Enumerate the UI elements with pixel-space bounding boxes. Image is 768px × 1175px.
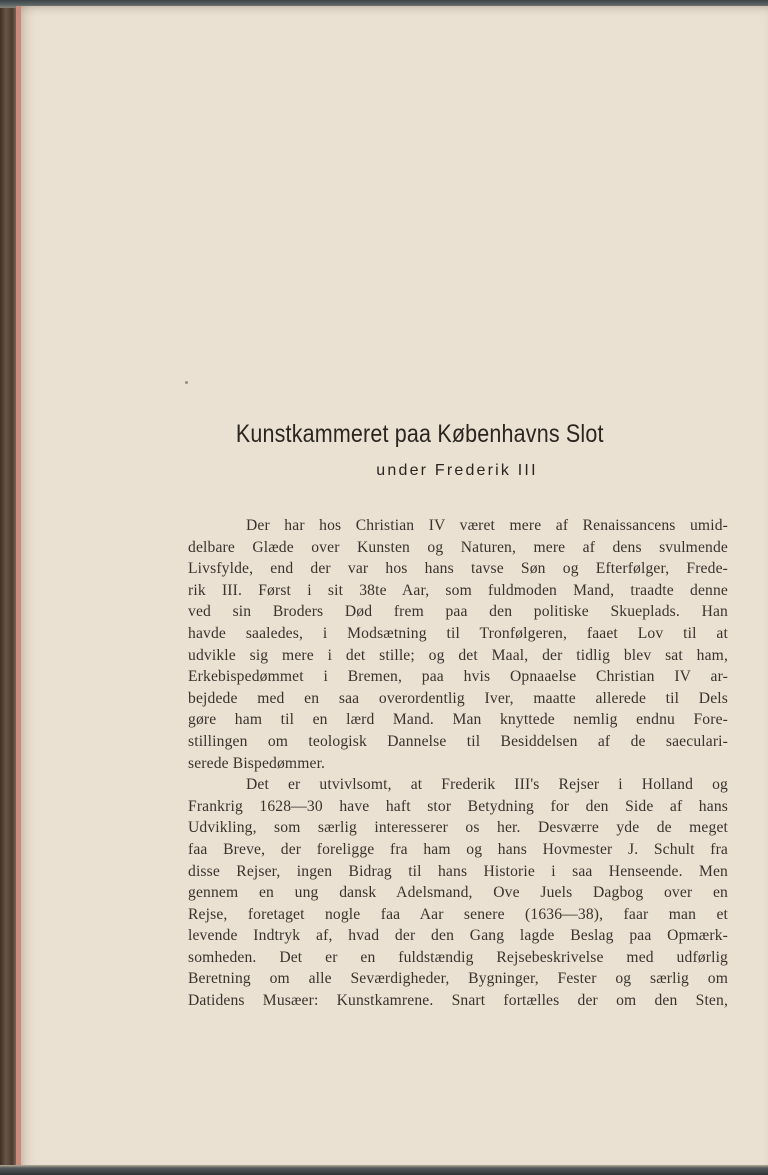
text-line: Datidens Musæer: Kunstkamrene. Snart fortælles der om den Sten, (188, 992, 728, 1010)
text-line: stillingen om teologisk Dannelse til Besiddelsen af de saeculari- (188, 732, 728, 750)
text-line: serede Bispedømmer. (188, 754, 326, 772)
text-line: levende Indtryk af, hvad der den Gang lagde Beslag paa Opmærk- (188, 927, 728, 945)
text-line: faa Breve, der foreligge fra ham og hans Hovmester J. Schult fra (188, 840, 728, 858)
book-bottom-edge (0, 1165, 768, 1175)
text-line: rik III. Først i sit 38te Aar, som fuldmoden Mand, traadte denne (188, 581, 728, 599)
text-line: Der har hos Christian IV været mere af Renaissancens umid- (246, 517, 728, 534)
text-line: delbare Glæde over Kunsten og Naturen, mere af dens svulmende (188, 538, 728, 556)
paragraph-2 (188, 774, 728, 1012)
text-line: havde saaledes, i Modsætning til Tronfølgeren, faaet Lov til at (188, 624, 728, 642)
text-line: Erkebispedømmet i Bremen, paa hvis Opnaaelse Christian IV ar- (188, 668, 728, 686)
text-line: Livsfylde, end der var hos hans tavse Søn og Efterfølger, Frede- (188, 560, 728, 578)
chapter-title-text: Kunstkammeret paa Københavns Slot (235, 420, 604, 448)
body-text (188, 515, 728, 1012)
paper-fleck (185, 381, 188, 384)
chapter-subtitle (21, 462, 768, 480)
text-line: somheden. Det er en fuldstændig Rejsebeskrivelse med udførlig (188, 948, 728, 966)
paragraph-1 (188, 515, 728, 774)
text-line: disse Rejser, ingen Bidrag til hans Historie i saa Henseende. Men (188, 862, 728, 880)
book-page (21, 6, 768, 1168)
text-line: gøre ham til en lærd Mand. Man knyttede nemlig endnu Fore- (188, 711, 728, 729)
text-line: ved sin Broders Død frem paa den politiske Skueplads. Han (188, 603, 728, 621)
text-line: Frankrig 1628—30 have haft stor Betydning for den Side af hans (188, 797, 728, 815)
text-line: Det er utvivlsomt, at Frederik III's Rejser i Holland og (246, 776, 728, 794)
text-line: Beretning om alle Seværdigheder, Bygninger, Fester og særlig om (188, 970, 728, 988)
text-line: gennem en ung dansk Adelsmand, Ove Juels Dagbog over en (188, 884, 728, 902)
text-line: udvikle sig mere i det stille; og det Maal, der tidlig blev sat ham, (188, 646, 728, 664)
text-line: bejdede med en saa overordentlig Iver, maatte allerede til Dels (188, 689, 728, 707)
text-line: Rejse, foretaget nogle faa Aar senere (1636—38), faar man et (188, 905, 728, 923)
chapter-subtitle-text: under Frederik III (376, 462, 538, 479)
chapter-title (81, 420, 723, 449)
text-line: Udvikling, som særlig interesserer os her. Desværre yde de meget (188, 819, 728, 837)
